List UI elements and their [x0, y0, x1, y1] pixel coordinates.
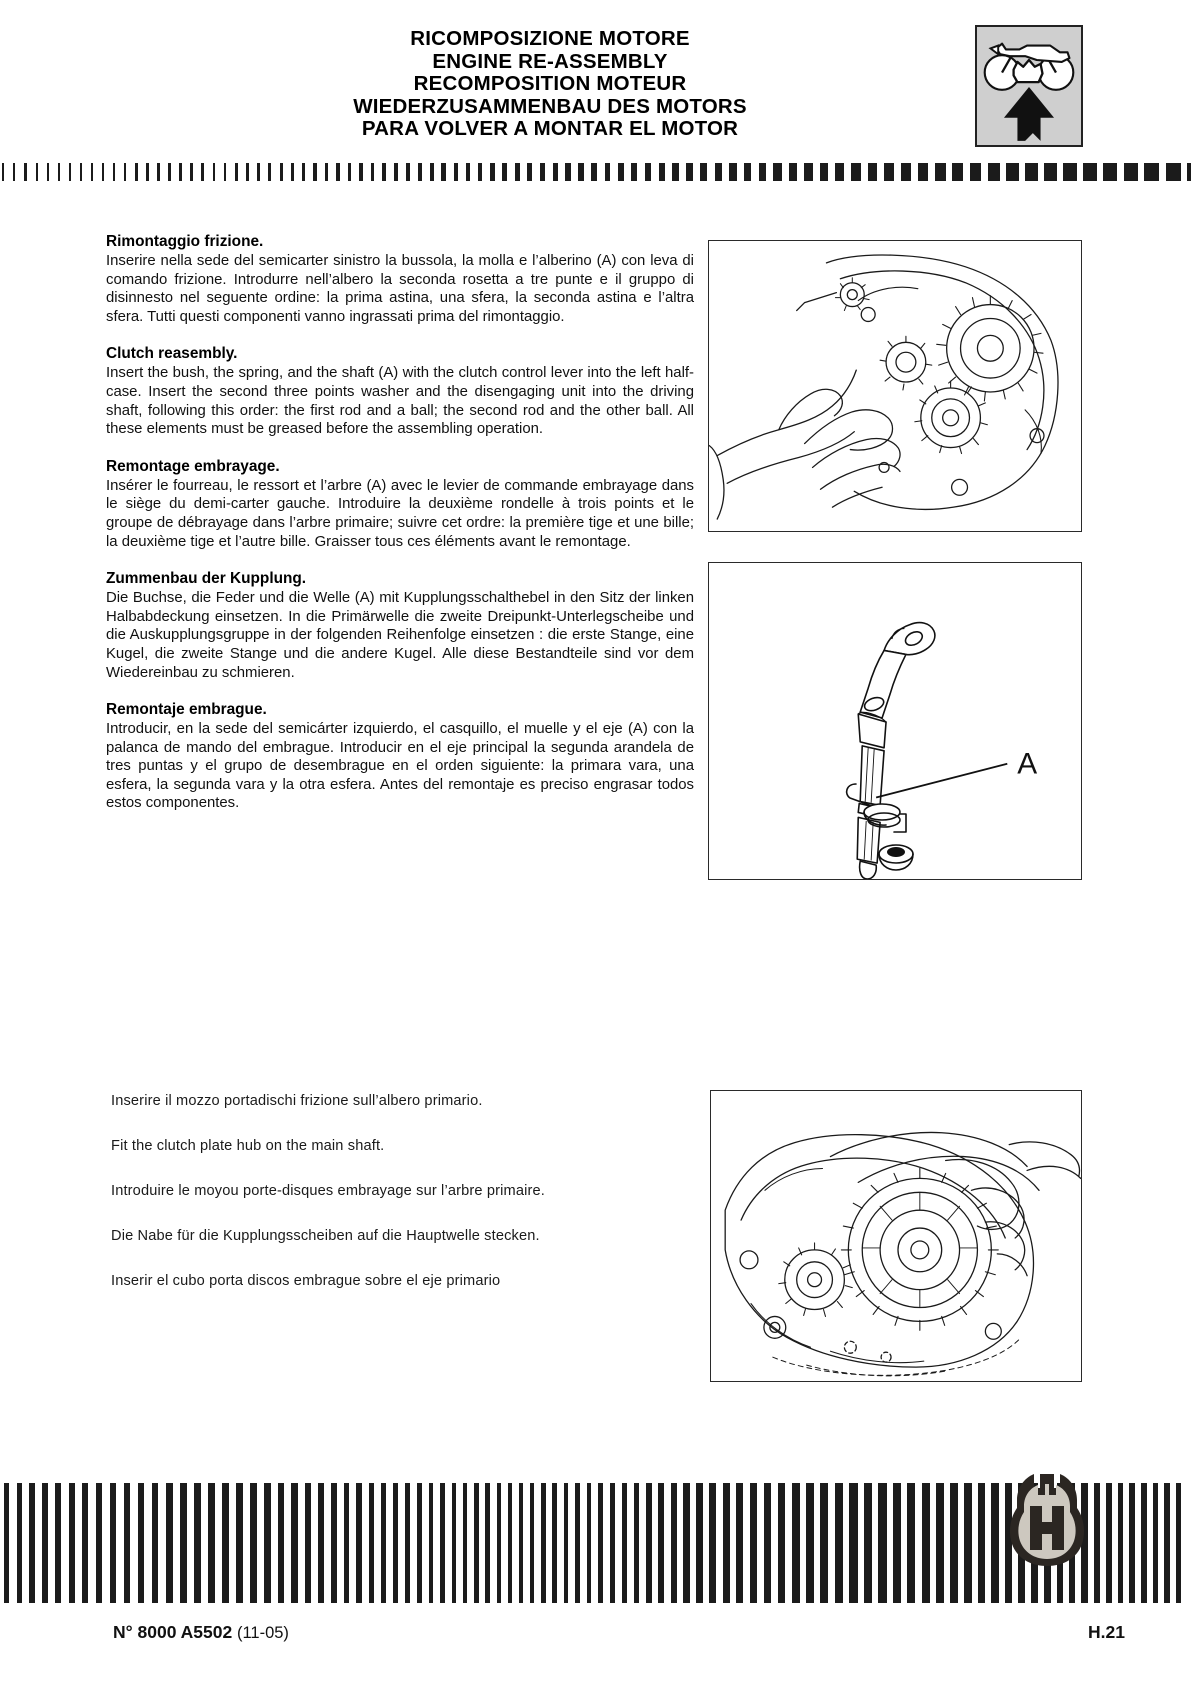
footer-bar	[622, 1483, 627, 1603]
footer-bar	[991, 1483, 998, 1603]
footer-bar	[564, 1483, 569, 1603]
rule-tick	[213, 163, 216, 181]
footer-bar	[417, 1483, 422, 1603]
footer-bar	[864, 1483, 872, 1603]
rule-tick	[884, 163, 894, 181]
footer-bar	[138, 1483, 145, 1603]
rule-tick	[605, 163, 611, 181]
footer-bar	[835, 1483, 843, 1603]
footer-bar	[508, 1483, 512, 1603]
rule-tick	[466, 163, 470, 181]
footer-bar	[820, 1483, 828, 1603]
footer-bar	[575, 1483, 580, 1603]
section-title: Zummenbau der Kupplung.	[106, 570, 307, 588]
rule-tick	[1124, 163, 1139, 181]
footer-bar	[1129, 1483, 1135, 1603]
rule-tick	[1044, 163, 1057, 181]
footer-bar	[736, 1483, 743, 1603]
footer-bar	[878, 1483, 886, 1603]
rule-tick	[313, 163, 316, 181]
footer-bar	[519, 1483, 523, 1603]
section-remontage-embrayage	[106, 457, 694, 551]
rule-tick	[69, 163, 71, 181]
footer-bar	[264, 1483, 271, 1603]
rule-tick	[868, 163, 878, 181]
rule-tick	[325, 163, 328, 181]
rule-tick	[135, 163, 137, 181]
footer-bar	[82, 1483, 88, 1603]
footer-bar	[964, 1483, 972, 1603]
footer-bar	[305, 1483, 311, 1603]
rule-tick	[179, 163, 182, 181]
page-number: H.21	[1088, 1622, 1125, 1642]
footer-bar	[893, 1483, 901, 1603]
rule-tick	[1103, 163, 1117, 181]
rule-tick	[371, 163, 375, 181]
rule-tick	[24, 163, 26, 181]
footer-bar	[530, 1483, 534, 1603]
footer-bar	[1118, 1483, 1124, 1603]
page-header	[0, 0, 1191, 160]
rule-tick	[2, 163, 4, 181]
rule-tick	[146, 163, 148, 181]
rule-tick	[478, 163, 482, 181]
footer-bar	[69, 1483, 75, 1603]
page-title-es: PARA VOLVER A MONTAR EL MOTOR	[361, 117, 739, 140]
rule-tick	[659, 163, 665, 181]
footer-bar	[369, 1483, 374, 1603]
footer-bar	[610, 1483, 615, 1603]
footer-bar	[463, 1483, 467, 1603]
rule-tick	[382, 163, 386, 181]
footer-bar	[152, 1483, 159, 1603]
footer-bar	[405, 1483, 410, 1603]
page-title-fr: RECOMPOSITION MOTEUR	[413, 72, 687, 95]
rule-tick	[1083, 163, 1097, 181]
footer-bar	[55, 1483, 61, 1603]
section-remontaje-embrague	[106, 700, 694, 813]
rule-tick	[540, 163, 545, 181]
footer-bar	[474, 1483, 478, 1603]
footer-bar	[250, 1483, 257, 1603]
instruction-text-column	[106, 232, 694, 813]
footer-bar	[393, 1483, 398, 1603]
section-body: Die Buchse, die Feder und die Welle (A) mit Kupplungsschalthebel in den Sitz der linken Halbabdeckung einsetzen. In die Primärwelle die zweite Dreipunkt-Unterlegscheibe und die Auskupplungsgruppe in der folgenden Reihenfolge einsetzen : die erste Stange, eine Kugel, die zweite Stange und die andere Kugel. Alle diese Bestandteile sind vor dem Wiedereinbau zu schmieren.	[106, 590, 694, 681]
footer-bar	[950, 1483, 958, 1603]
rule-tick	[406, 163, 410, 181]
clutch-plate-hub-installation-photo	[710, 1090, 1082, 1382]
rule-tick	[157, 163, 159, 181]
footer-bar	[356, 1483, 361, 1603]
footer-bar	[124, 1483, 131, 1603]
rule-tick	[686, 163, 693, 181]
rule-tick	[565, 163, 570, 181]
section-title: Clutch reasembly.	[106, 345, 238, 363]
footer-bar	[1164, 1483, 1170, 1603]
section-rimontaggio-frizione	[106, 232, 694, 326]
rule-tick	[970, 163, 981, 181]
rule-tick	[729, 163, 736, 181]
footer-bar	[671, 1483, 677, 1603]
rule-tick	[618, 163, 624, 181]
section-zummenbau-der-kupplung	[106, 569, 694, 682]
footer-bar	[696, 1483, 703, 1603]
footer-bar	[278, 1483, 284, 1603]
page-title-en: ENGINE RE-ASSEMBLY	[432, 49, 668, 73]
page-title-it: RICOMPOSIZIONE MOTORE	[410, 27, 690, 50]
rule-tick	[113, 163, 115, 181]
rule-tick	[291, 163, 294, 181]
clutch-spring-and-ball-drawing	[838, 780, 958, 875]
rule-tick	[430, 163, 434, 181]
footer-bar	[723, 1483, 730, 1603]
rule-tick	[336, 163, 339, 181]
document-date-value: (11-05)	[236, 1624, 289, 1642]
rule-tick	[394, 163, 398, 181]
rule-tick	[201, 163, 204, 181]
rule-tick	[715, 163, 722, 181]
footer-bar	[318, 1483, 324, 1603]
section-title: Remontage embrayage.	[106, 457, 280, 475]
footer-bar	[17, 1483, 22, 1603]
footer-bar	[440, 1483, 445, 1603]
header-title-block	[230, 28, 870, 141]
footer-bar	[634, 1483, 640, 1603]
footer-bar	[1106, 1483, 1112, 1603]
footer-bar	[236, 1483, 243, 1603]
rule-tick	[246, 163, 249, 181]
rule-tick	[280, 163, 283, 181]
rule-tick	[645, 163, 651, 181]
rule-tick	[773, 163, 781, 181]
rule-tick	[490, 163, 495, 181]
rule-tick	[901, 163, 911, 181]
rule-tick	[359, 163, 362, 181]
rule-tick	[835, 163, 844, 181]
rule-tick	[47, 163, 49, 181]
rule-tick	[744, 163, 752, 181]
footer-bar	[849, 1483, 857, 1603]
footer-bar	[381, 1483, 386, 1603]
lower-caption-it: Inserire il mozzo portadischi frizione sull’albero primario.	[111, 1093, 483, 1109]
footer-bar	[222, 1483, 229, 1603]
lower-caption-fr: Introduire le moyou porte-disques embrayage sur l’arbre primaire.	[111, 1183, 545, 1199]
footer-bar	[922, 1483, 930, 1603]
rule-tick	[1063, 163, 1076, 181]
footer-bar	[978, 1483, 985, 1603]
document-code	[113, 1622, 289, 1643]
footer-bar	[792, 1483, 800, 1603]
footer-bar	[180, 1483, 187, 1603]
lower-caption-column	[111, 1093, 691, 1290]
rule-tick	[820, 163, 829, 181]
document-code-value: N° 8000 A5502	[113, 1622, 233, 1642]
rule-tick	[591, 163, 597, 181]
section-body: Insert the bush, the spring, and the shaft (A) with the clutch control lever into the left half-case. Insert the second three points washer and the disengaging unit into the driving shaft, following this order: the first rod and a ball; the second rod and the other ball. All these elements must be greased before the assembling operation.	[106, 365, 694, 438]
rule-tick	[190, 163, 193, 181]
rule-tick	[91, 163, 93, 181]
footer-bar	[1153, 1483, 1159, 1603]
rule-tick	[102, 163, 104, 181]
clutch-shaft-installation-photo	[708, 240, 1082, 532]
rule-tick	[418, 163, 422, 181]
footer-bar	[291, 1483, 297, 1603]
footer-bar	[764, 1483, 772, 1603]
section-title: Rimontaggio frizione.	[106, 233, 264, 250]
footer-bar	[110, 1483, 117, 1603]
footer-bar	[4, 1483, 9, 1603]
page-title-de: WIEDERZUSAMMENBAU DES MOTORS	[353, 94, 747, 118]
footer-bar	[42, 1483, 48, 1603]
footer-bar	[709, 1483, 716, 1603]
footer-bar	[658, 1483, 664, 1603]
footer-bar	[598, 1483, 603, 1603]
husqvarna-h-logo-icon	[1004, 1466, 1090, 1572]
footer-bar	[497, 1483, 501, 1603]
rule-tick	[515, 163, 520, 181]
rule-tick	[36, 163, 38, 181]
footer-bar	[936, 1483, 944, 1603]
footer-bar	[331, 1483, 337, 1603]
rule-tick	[1025, 163, 1038, 181]
callout-label-a: A	[1017, 747, 1038, 781]
footer-bar	[552, 1483, 557, 1603]
rule-tick	[527, 163, 532, 181]
rule-tick	[789, 163, 797, 181]
footer-bar	[1141, 1483, 1147, 1603]
rule-tick	[918, 163, 929, 181]
rule-tick	[441, 163, 445, 181]
rule-tick	[672, 163, 679, 181]
rule-tick	[268, 163, 271, 181]
rule-tick	[168, 163, 170, 181]
rule-tick	[257, 163, 260, 181]
rule-tick	[759, 163, 767, 181]
footer-bar	[429, 1483, 434, 1603]
footer-bar	[485, 1483, 489, 1603]
rule-tick	[124, 163, 126, 181]
footer-bar	[452, 1483, 456, 1603]
rule-tick	[952, 163, 963, 181]
footer-bar	[194, 1483, 201, 1603]
section-clutch-reasembly	[106, 344, 694, 438]
rule-tick	[502, 163, 507, 181]
footer-bar	[778, 1483, 786, 1603]
footer-bar	[1176, 1483, 1182, 1603]
footer-bar	[587, 1483, 592, 1603]
motorcycle-up-arrow-icon	[975, 25, 1083, 147]
rule-tick	[1166, 163, 1182, 181]
footer-bar	[344, 1483, 350, 1603]
section-body: Insérer le fourreau, le ressort et l’arbre (A) avec le levier de commande embrayage dans le siège du demi-carter gauche. Introduire la deuxième rondelle à trois points et le groupe de débrayage dans l’arbre primaire; suivre cet ordre: la première tige et une bille; la deuxième tige et l’autre bille. Graisser tous ces éléments avant le remontage.	[106, 477, 694, 550]
footer-bar	[96, 1483, 102, 1603]
rule-tick	[58, 163, 60, 181]
rule-tick	[454, 163, 458, 181]
rule-tick	[1006, 163, 1018, 181]
rule-tick	[1187, 163, 1191, 181]
footer-bar	[646, 1483, 652, 1603]
footer-bar	[208, 1483, 215, 1603]
footer-bar	[683, 1483, 689, 1603]
rule-tick	[935, 163, 946, 181]
rule-tick	[80, 163, 82, 181]
footer-bar	[541, 1483, 545, 1603]
section-body: Inserire nella sede del semicarter sinistro la bussola, la molla e l’alberino (A) con leva di comando frizione. Introdurre nell’albero la seconda rosetta a tre punte e il gruppo di disinnesto nel seguente ordine: la prima astina, una sfera, la seconda astina e l’altra sfera. Tutti questi componenti vanno ingrassati prima del rimontaggio.	[106, 253, 694, 325]
rule-tick	[851, 163, 860, 181]
rule-tick	[348, 163, 351, 181]
rule-tick	[235, 163, 238, 181]
footer-bar	[806, 1483, 814, 1603]
footer-bar	[29, 1483, 34, 1603]
lower-caption-es: Inserir el cubo porta discos embrague sobre el eje primario	[111, 1273, 501, 1289]
section-title: Remontaje embrague.	[106, 701, 267, 719]
rule-tick	[553, 163, 558, 181]
rule-tick	[988, 163, 1000, 181]
footer-bar	[907, 1483, 915, 1603]
lower-caption-de: Die Nabe für die Kupplungsscheiben auf die Hauptwelle stecken.	[111, 1228, 540, 1244]
rule-tick	[1144, 163, 1159, 181]
rule-tick	[13, 163, 15, 181]
footer-bar	[1094, 1483, 1100, 1603]
header-dash-rule	[0, 163, 1191, 181]
footer-bar	[750, 1483, 757, 1603]
rule-tick	[578, 163, 584, 181]
footer-bar	[166, 1483, 173, 1603]
lower-caption-en: Fit the clutch plate hub on the main shaft.	[111, 1138, 385, 1154]
rule-tick	[804, 163, 813, 181]
rule-tick	[700, 163, 707, 181]
section-body: Introducir, en la sede del semicárter izquierdo, el casquillo, el muelle y el eje (A) con la palanca de mando del embrague. Introducir en el eje principal la segunda arandela de tres puntas y el grupo de desembrague en el orden siguiente: la primara vara, una esfera, la segunda vara y la otra esfera. Antes del remontaje es preciso engrasar todos estos componentes.	[106, 721, 694, 812]
rule-tick	[631, 163, 637, 181]
rule-tick	[302, 163, 305, 181]
rule-tick	[224, 163, 227, 181]
